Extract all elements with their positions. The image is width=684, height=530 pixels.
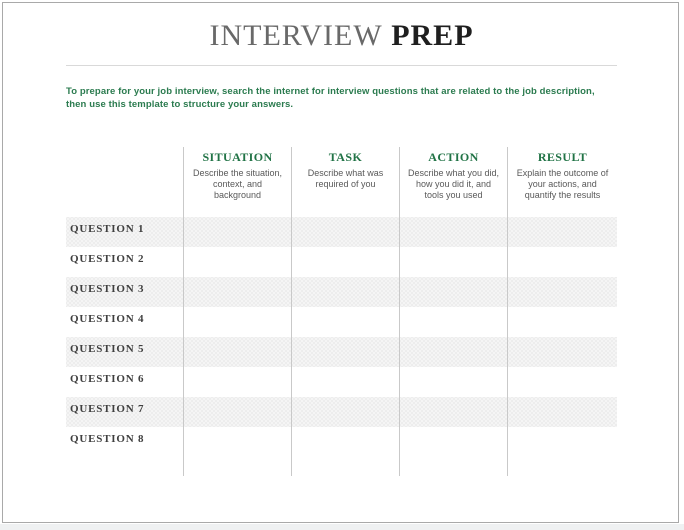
header-spacer-cell xyxy=(66,147,183,217)
answer-cell[interactable] xyxy=(507,427,617,457)
answer-cell[interactable] xyxy=(291,367,399,397)
intro-paragraph: To prepare for your job interview, search the internet for interview questions that are related to the job description, then use this template to structure your answers. xyxy=(66,86,595,110)
question-label: QUESTION 6 xyxy=(70,373,145,385)
answer-cell[interactable] xyxy=(507,397,617,427)
table-column-line-extension xyxy=(66,457,617,476)
title-divider-rule xyxy=(66,65,617,66)
answer-cell[interactable] xyxy=(183,427,291,457)
table-row-question-2 xyxy=(66,247,617,277)
answer-cell[interactable] xyxy=(183,277,291,307)
answer-cell[interactable] xyxy=(507,277,617,307)
page-title-light: INTERVIEW xyxy=(209,19,383,52)
column-description: Describe the situation, context, and background xyxy=(192,168,283,200)
question-label: QUESTION 1 xyxy=(70,223,145,235)
answer-cell[interactable] xyxy=(183,397,291,427)
answer-cell[interactable] xyxy=(183,217,291,247)
table-row-question-5 xyxy=(66,337,617,367)
answer-cell[interactable] xyxy=(399,247,507,277)
spacer-cell xyxy=(291,457,399,476)
column-description: Describe what you did, how you did it, and tools you used xyxy=(407,168,500,200)
answer-cell[interactable] xyxy=(399,397,507,427)
answer-cell[interactable] xyxy=(399,427,507,457)
page-content xyxy=(66,3,617,476)
answer-cell[interactable] xyxy=(291,247,399,277)
desktop-edge-strip xyxy=(0,524,684,530)
table-row-question-1 xyxy=(66,217,617,247)
answer-cell[interactable] xyxy=(291,277,399,307)
table-row-question-3 xyxy=(66,277,617,307)
answer-cell[interactable] xyxy=(183,337,291,367)
table-row-question-6 xyxy=(66,367,617,397)
page-title-space xyxy=(383,19,392,52)
column-header-task xyxy=(291,147,399,217)
answer-cell[interactable] xyxy=(399,307,507,337)
answer-cell[interactable] xyxy=(507,307,617,337)
spacer-cell xyxy=(66,457,183,476)
answer-cell[interactable] xyxy=(183,367,291,397)
answer-cell[interactable] xyxy=(399,367,507,397)
column-header-action xyxy=(399,147,507,217)
column-label: RESULT xyxy=(537,150,588,164)
answer-cell[interactable] xyxy=(399,217,507,247)
answer-cell[interactable] xyxy=(399,277,507,307)
answer-cell[interactable] xyxy=(291,337,399,367)
interview-prep-table xyxy=(66,147,617,476)
table-header-row xyxy=(66,147,617,217)
column-header-situation xyxy=(183,147,291,217)
answer-cell[interactable] xyxy=(183,247,291,277)
question-label: QUESTION 2 xyxy=(70,253,145,265)
answer-cell[interactable] xyxy=(507,247,617,277)
column-label: SITUATION xyxy=(202,150,273,164)
column-description: Describe what was required of you xyxy=(307,168,384,189)
page-title-bold: PREP xyxy=(391,19,474,52)
answer-cell[interactable] xyxy=(291,307,399,337)
document-page xyxy=(2,2,679,523)
table-row-question-4 xyxy=(66,307,617,337)
spacer-cell xyxy=(399,457,507,476)
answer-cell[interactable] xyxy=(507,367,617,397)
question-label: QUESTION 5 xyxy=(70,343,145,355)
answer-cell[interactable] xyxy=(291,397,399,427)
column-description: Explain the outcome of your actions, and quantify the results xyxy=(516,168,609,200)
answer-cell[interactable] xyxy=(507,337,617,367)
page-title xyxy=(66,19,617,53)
table-row-question-8 xyxy=(66,427,617,457)
table-row-question-7 xyxy=(66,397,617,427)
question-label: QUESTION 7 xyxy=(70,403,145,415)
answer-cell[interactable] xyxy=(291,217,399,247)
answer-cell[interactable] xyxy=(507,217,617,247)
spacer-cell xyxy=(183,457,291,476)
answer-cell[interactable] xyxy=(183,307,291,337)
answer-cell[interactable] xyxy=(291,427,399,457)
spacer-cell xyxy=(507,457,617,476)
question-label: QUESTION 3 xyxy=(70,283,145,295)
column-label: ACTION xyxy=(428,150,479,164)
question-label: QUESTION 8 xyxy=(70,433,145,445)
column-label: TASK xyxy=(328,150,363,164)
question-label: QUESTION 4 xyxy=(70,313,145,325)
answer-cell[interactable] xyxy=(399,337,507,367)
column-header-result xyxy=(507,147,617,217)
